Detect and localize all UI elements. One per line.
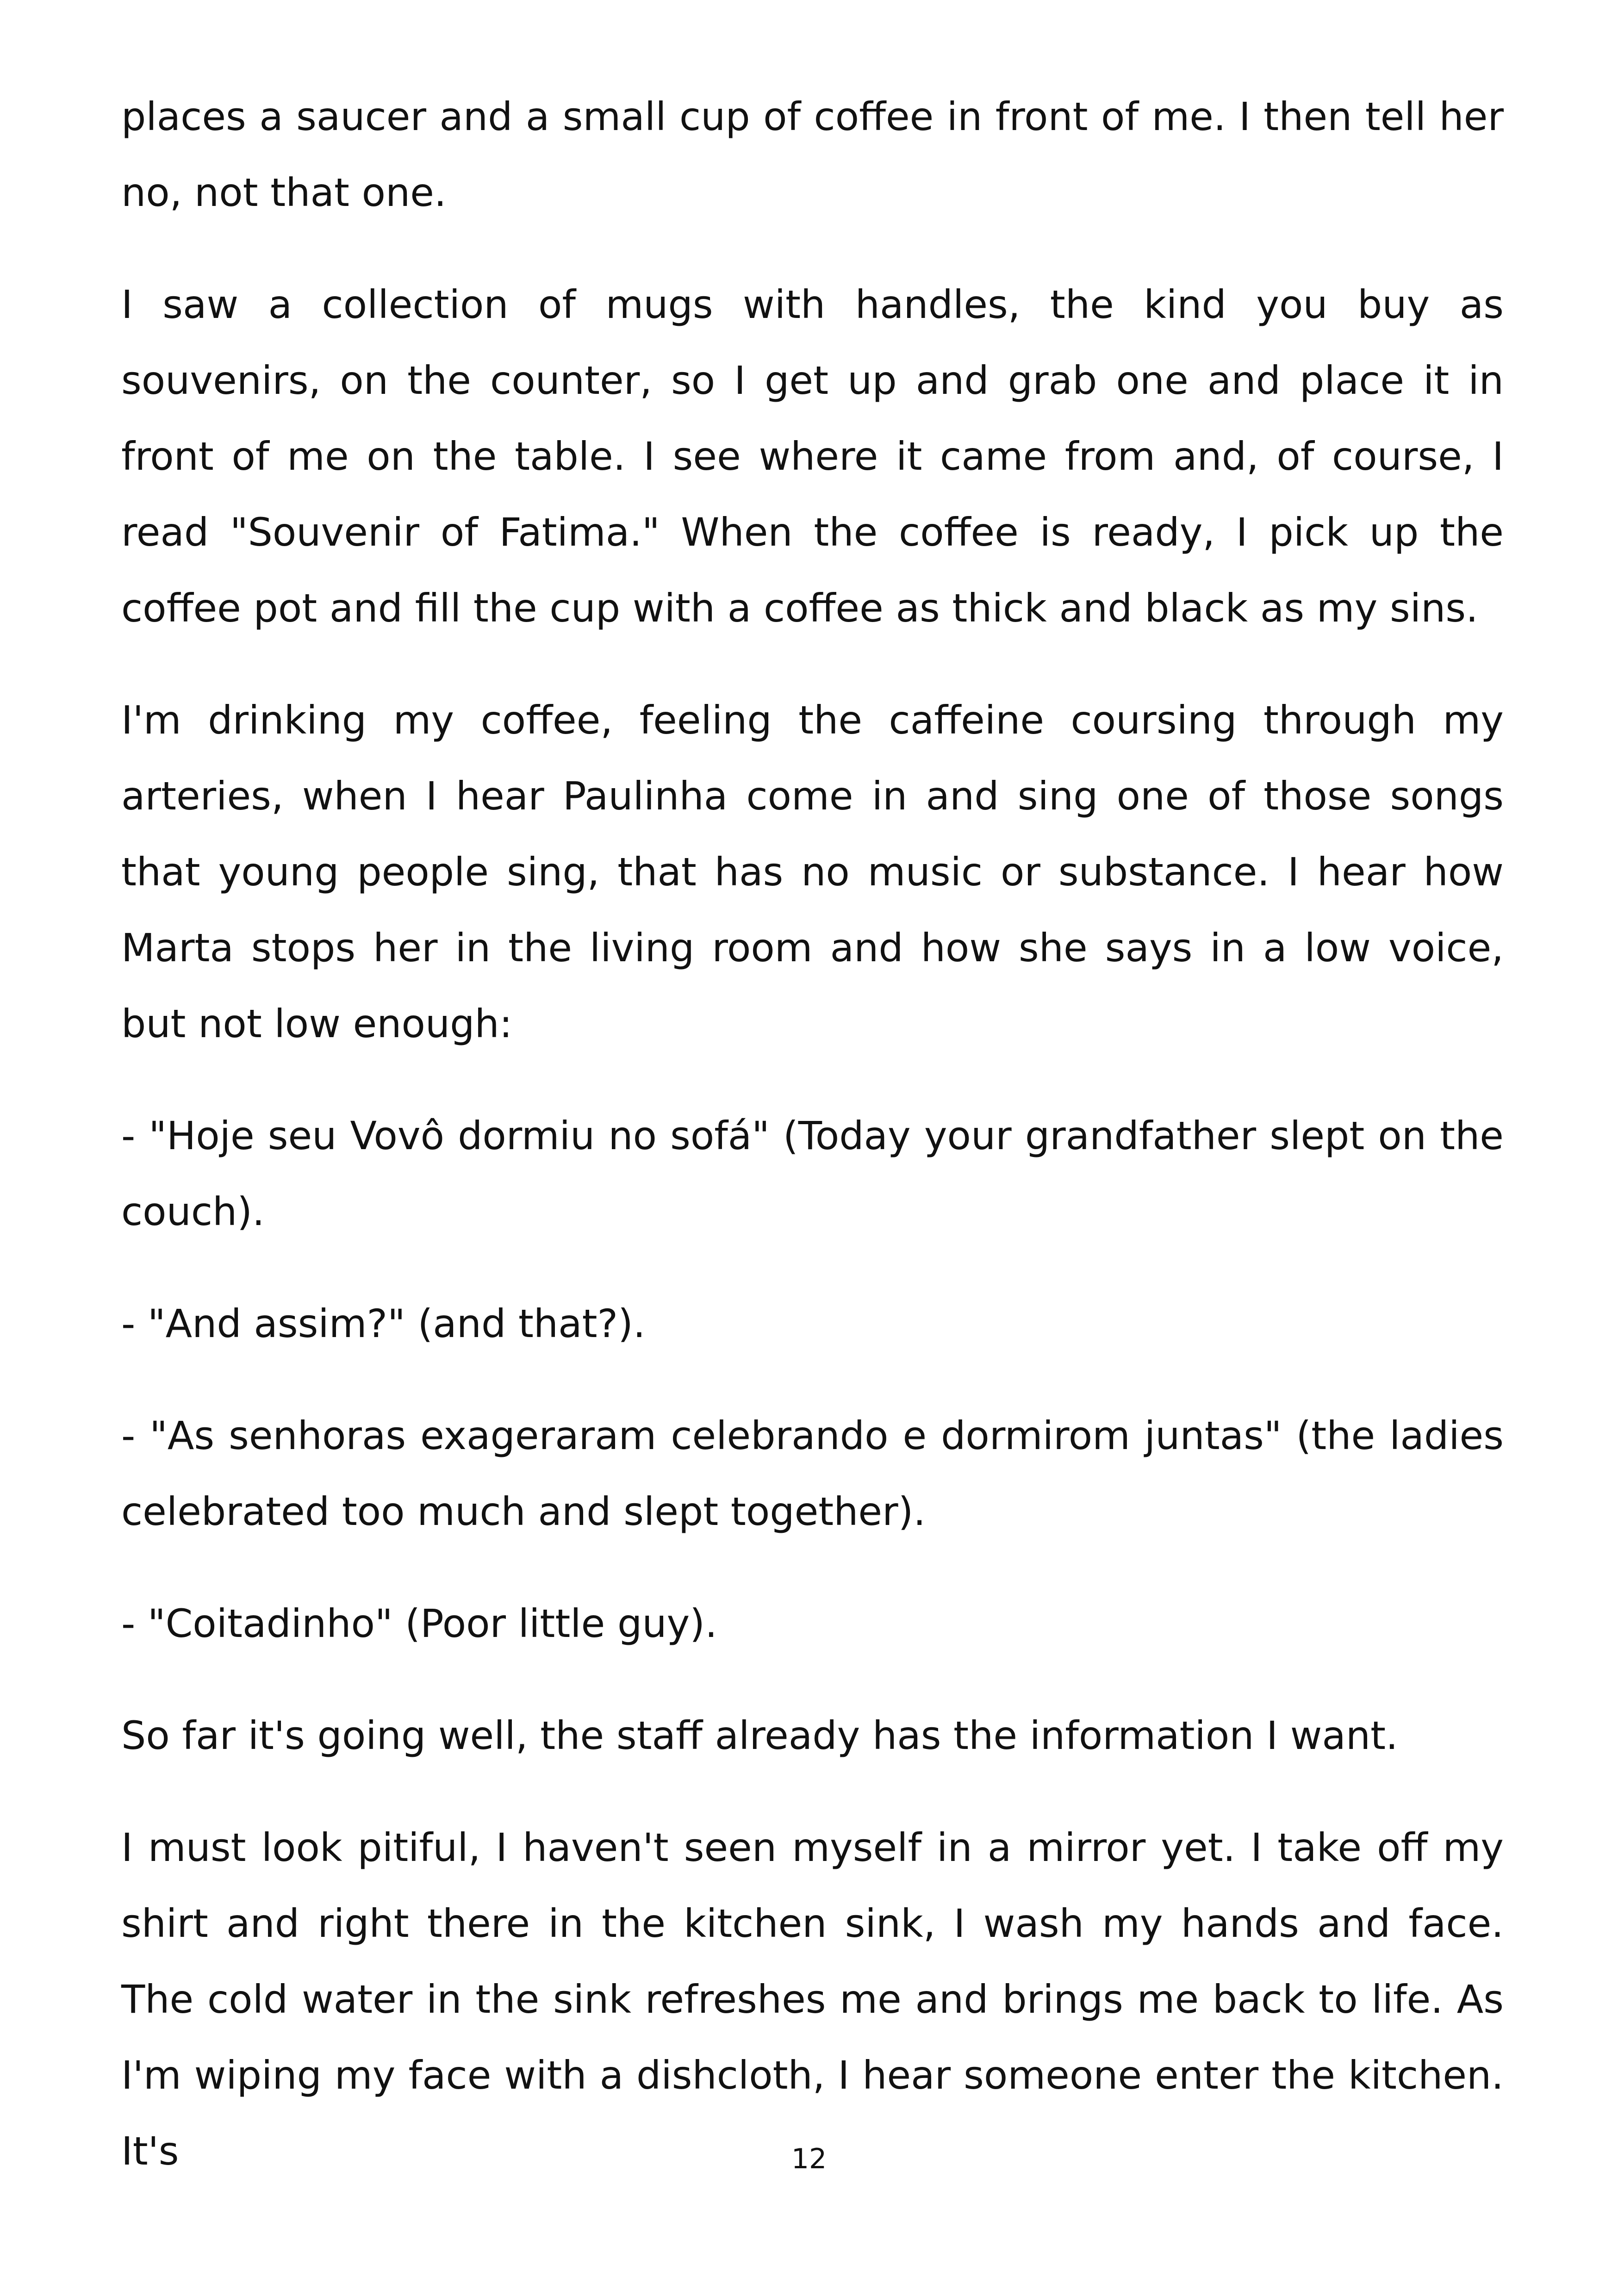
paragraph-5: I must look pitiful, I haven't seen myself in a mirror yet. I take off my shirt and right there in the kitchen sink, I wash my hands and face. The cold water in the sink refreshes me and brings me back to life. As I'm wiping my face with a dishcloth, I hear someone enter the kitchen. It's (121, 1825, 1504, 2174)
body-text (121, 79, 1504, 2225)
dialogue-line-1: - "Hoje seu Vovô dormiu no sofá" (Today your grandfather slept on the couch). (121, 1113, 1504, 1234)
paragraph-4: So far it's going well, the staff already has the information I want. (121, 1713, 1398, 1758)
dialogue-line-3: - "As senhoras exageraram celebrando e dormirom juntas" (the ladies celebrated too much and slept together). (121, 1413, 1504, 1534)
paragraph-2: I saw a collection of mugs with handles, the kind you buy as souvenirs, on the counter, so I get up and grab one and place it in front of me on the table. I see where it came from and, of course, I read "Souvenir of Fatima." When the coffee is ready, I pick up the coffee pot and fill the cup with a coffee as thick and black as my sins. (121, 282, 1504, 631)
paragraph-1: places a saucer and a small cup of coffee in front of me. I then tell her no, not that one. (121, 94, 1504, 215)
dialogue-line-4: - "Coitadinho" (Poor little guy). (121, 1601, 717, 1646)
page-number: 12 (791, 2143, 827, 2175)
dialogue-line-2: - "And assim?" (and that?). (121, 1301, 646, 1346)
paragraph-3: I'm drinking my coffee, feeling the caffeine coursing through my arteries, when I hear Paulinha come in and sing one of those songs that young people sing, that has no music or substance. I hear how Marta stops her in the living room and how she says in a low voice, but not low enough: (121, 697, 1504, 1046)
